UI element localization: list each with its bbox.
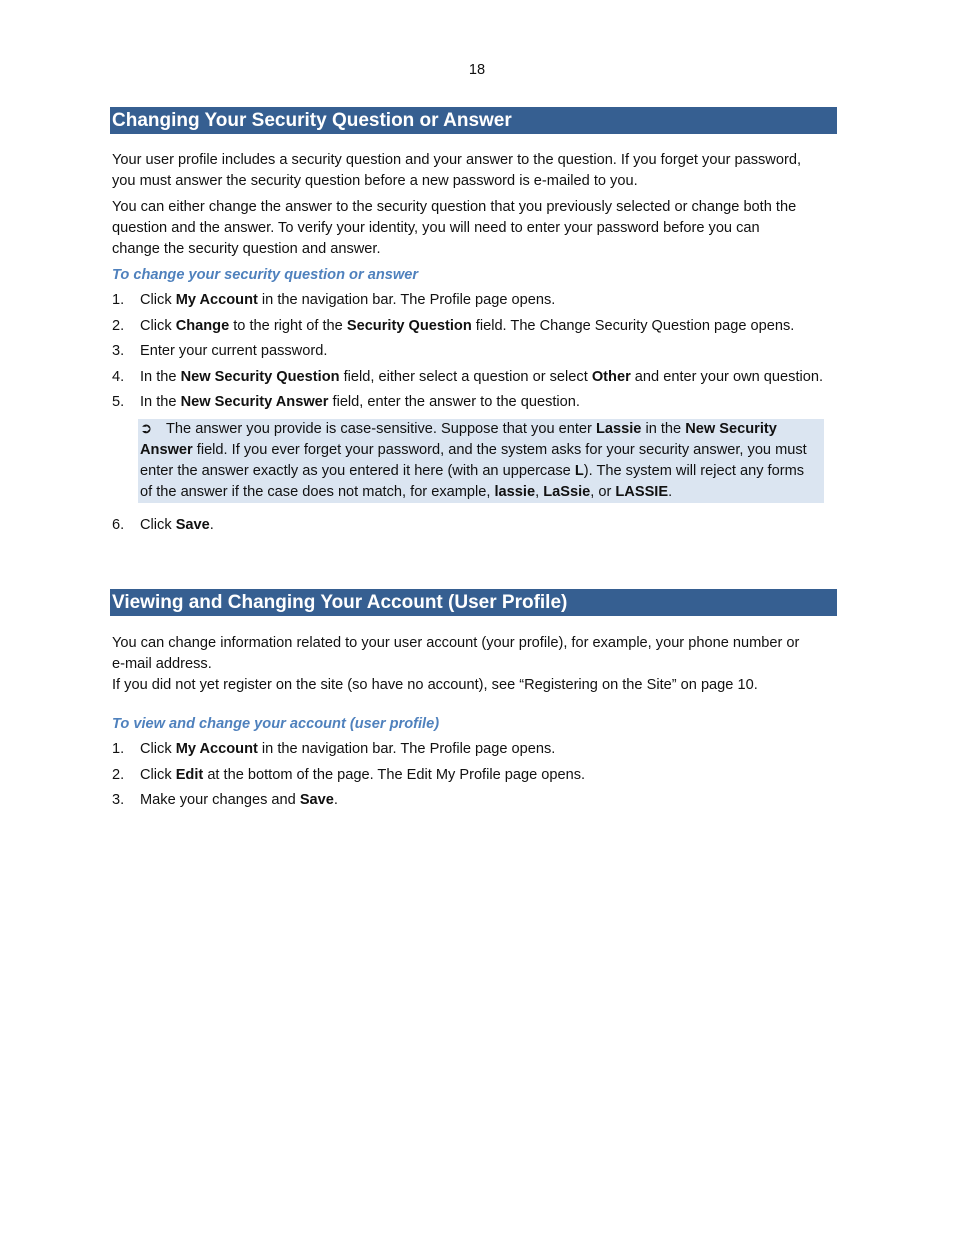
list-item [110, 290, 840, 311]
list-item [110, 367, 830, 388]
section-heading: Viewing and Changing Your Account (User Profile) [110, 589, 837, 616]
step-text: at the bottom of the page. The Edit My Profile page opens. [203, 766, 586, 783]
ui-term: Save [175, 517, 210, 533]
ui-term: Lassie [595, 421, 642, 437]
ui-term: lassie [494, 484, 536, 500]
ui-term: New Security Answer [180, 394, 329, 410]
ui-term: LaSsie [543, 484, 591, 500]
step-text: Click [140, 317, 176, 334]
list-item [110, 515, 840, 536]
page-number: 18 [468, 62, 486, 78]
steps-list [110, 739, 837, 811]
step-text: Make your changes and [140, 792, 300, 808]
step-number: 3. [112, 343, 125, 359]
ui-term: Save [299, 792, 334, 808]
step-number: 2. [112, 317, 125, 334]
step-text: and enter your own question. [630, 368, 824, 385]
step-number: 3. [112, 792, 125, 808]
step-text: field, either select a question or select [339, 368, 592, 385]
paragraph: Your user profile includes a security question and your answer to the question. If you forget your password, you must answer the security question before a new password is e-mailed to you. [112, 152, 801, 189]
note-text: , [535, 484, 544, 500]
arrow-icon: ➲ [140, 421, 153, 437]
list-item [110, 739, 840, 760]
step-text: Click [140, 766, 176, 783]
note-text: in the [641, 421, 686, 437]
note-box [138, 419, 824, 503]
ui-term: My Account [175, 741, 258, 757]
list-item [110, 790, 840, 811]
note-text: . [668, 484, 673, 500]
note-text: , or [590, 484, 616, 500]
section-user-profile [110, 589, 837, 816]
ui-term: New Security Answer [140, 421, 777, 458]
section-heading: Changing Your Security Question or Answer [110, 107, 837, 134]
step-text: Click [140, 741, 176, 757]
step-text: . [333, 792, 338, 808]
ui-term: My Account [175, 292, 258, 308]
note-text: field. If you ever forget your password, and the system asks for your security answer, you must enter the answer exactly as you entered it here (with an uppercase [140, 442, 807, 479]
list-item [110, 316, 860, 337]
step-text: field, enter the answer to the question. [328, 394, 580, 410]
step-number: 2. [112, 766, 125, 783]
paragraph: If you did not yet register on the site (so have no account), see “Registering on the Site” on page 10. [112, 677, 758, 693]
ui-term: LASSIE [615, 484, 669, 500]
note-text: The answer you provide is case-sensitive. Suppose that you enter [166, 421, 596, 437]
step-text: In the [140, 394, 181, 410]
step-text: to the right of the [229, 317, 347, 334]
procedure-title: To change your security question or answer [112, 267, 418, 283]
section-security-question [110, 107, 837, 541]
step-number: 4. [112, 368, 125, 385]
note-text: ). The system will reject any forms of the answer if the case does not match, for example, [140, 463, 805, 500]
step-number: 5. [112, 394, 125, 410]
step-text: Enter your current password. [140, 343, 328, 359]
list-item [110, 341, 840, 362]
step-text: In the [140, 368, 181, 385]
paragraph: You can either change the answer to the security question that you previously selected or change both the question and the answer. To verify your identity, you will need to enter your password before you can change the security question and answer. [112, 199, 797, 257]
list-item [110, 392, 840, 503]
ui-term: Edit [175, 766, 204, 783]
list-item [110, 765, 840, 786]
step-text: Click [140, 292, 176, 308]
step-text: in the navigation bar. The Profile page opens. [257, 741, 556, 757]
ui-term: L [574, 463, 584, 479]
procedure-title: To view and change your account (user profile) [112, 716, 440, 732]
step-text: . [209, 517, 214, 533]
step-text: in the navigation bar. The Profile page opens. [257, 292, 556, 308]
paragraph: You can change information related to your user account (your profile), for example, your phone number or e-mail address. [112, 635, 800, 672]
ui-term: Other [591, 368, 631, 385]
ui-term: Change [175, 317, 230, 334]
steps-list [110, 290, 837, 536]
ui-term: Security Question [346, 317, 472, 334]
ui-term: New Security Question [180, 368, 340, 385]
step-number: 1. [112, 292, 125, 308]
step-number: 1. [112, 741, 125, 757]
step-number: 6. [112, 517, 125, 533]
step-text: Click [140, 517, 176, 533]
step-text: field. The Change Security Question page opens. [471, 317, 795, 334]
